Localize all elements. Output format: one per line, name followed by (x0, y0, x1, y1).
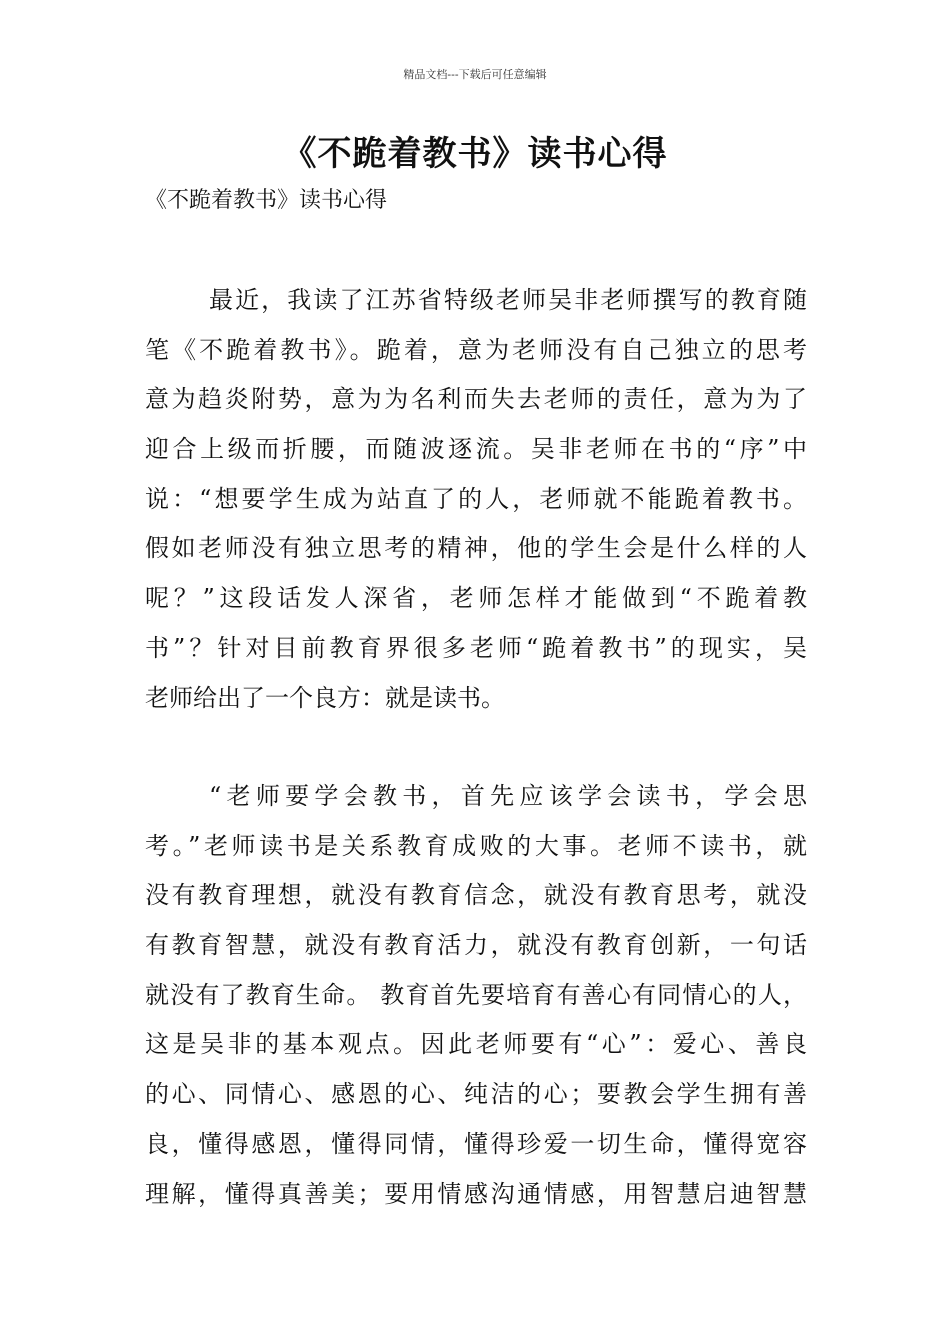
document-subtitle: 《不跪着教书》读书心得 (145, 188, 388, 213)
paragraph-2 (145, 772, 807, 1219)
paragraph-line: 最近，我读了江苏省特级老师吴非老师撰写的教育随 (209, 286, 807, 314)
paragraph-line: 说：“想要学生成为站直了的人，老师就不能跪着教书。 (145, 484, 807, 513)
document-title: 《不跪着教书》读书心得 (282, 134, 668, 174)
paragraph-line: 意为趋炎附势，意为为名利而失去老师的责任，意为为了 (145, 385, 807, 414)
paragraph-1 (145, 276, 807, 723)
paragraph-line: 就没有了教育生命。 教育首先要培育有善心有同情心的人， (145, 980, 807, 1009)
paragraph-line: 老师给出了一个良方：就是读书。 (145, 683, 505, 712)
paragraph-line: 呢？”这段话发人深省，老师怎样才能做到“不跪着教 (145, 584, 807, 613)
paragraph-line: 良，懂得感恩，懂得同情，懂得珍爱一切生命，懂得宽容 (145, 1129, 807, 1158)
paragraph-line: 假如老师没有独立思考的精神，他的学生会是什么样的人 (145, 534, 807, 563)
paragraph-line: 没有教育理想，就没有教育信念，就没有教育思考，就没 (145, 881, 807, 910)
paragraph-line: 迎合上级而折腰，而随波逐流。吴非老师在书的“序”中 (145, 435, 807, 464)
paragraph-line: 考。”老师读书是关系教育成败的大事。老师不读书，就 (145, 831, 807, 860)
paragraph-line: 这是吴非的基本观点。因此老师要有“心”：爱心、善良 (145, 1030, 807, 1059)
paragraph-line: 理解，懂得真善美；要用情感沟通情感，用智慧启迪智慧 (145, 1179, 807, 1208)
paragraph-line: 书”？针对目前教育界很多老师“跪着教书”的现实，吴 (145, 633, 807, 662)
header-note: 精品文档---下载后可任意编辑 (403, 68, 547, 81)
paragraph-line: “老师要学会教书，首先应该学会读书，学会思 (209, 782, 807, 810)
paragraph-line: 有教育智慧，就没有教育活力，就没有教育创新，一句话 (145, 931, 807, 960)
paragraph-line: 的心、同情心、感恩的心、纯洁的心；要教会学生拥有善 (145, 1080, 807, 1109)
paragraph-line: 笔《不跪着教书》。跪着，意为老师没有自己独立的思考 (145, 335, 807, 364)
